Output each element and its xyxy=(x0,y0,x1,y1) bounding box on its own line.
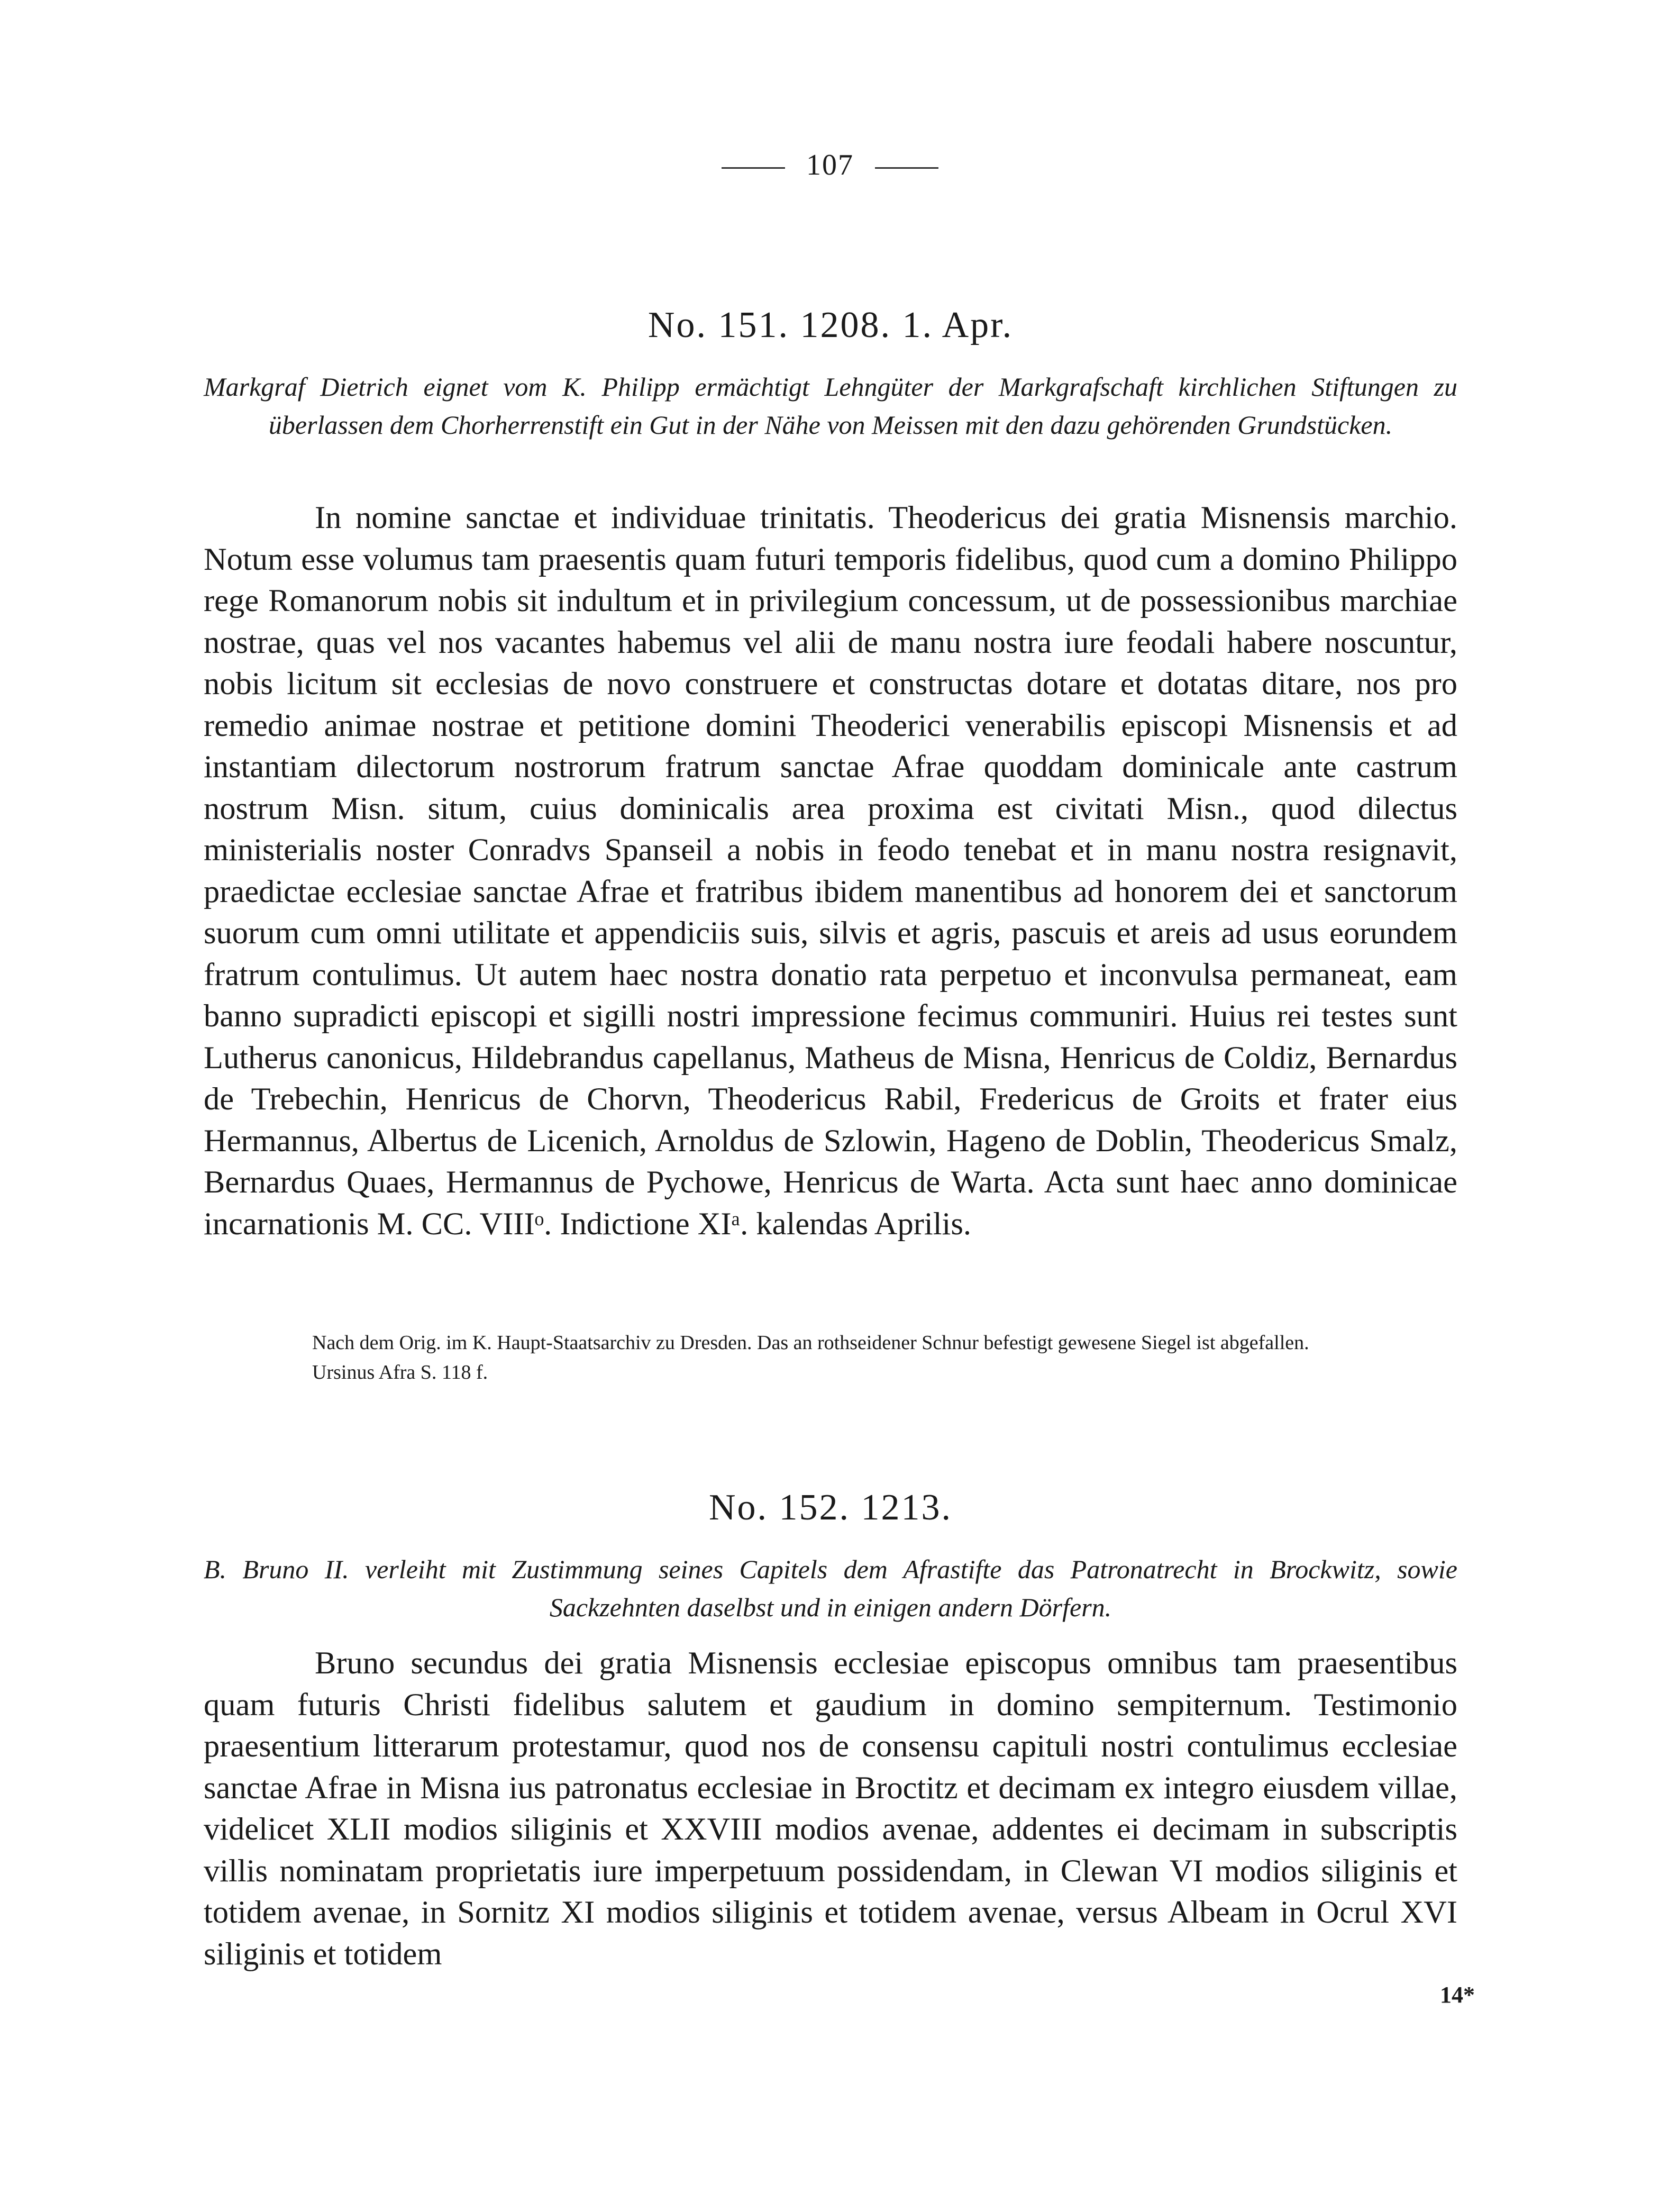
document-151-body xyxy=(204,497,1457,1245)
document-151-notes xyxy=(204,1328,1457,1387)
document-151-regest: Markgraf Dietrich eignet vom K. Philipp ermächtigt Lehngüter der Markgrafschaft kirchlichen Stiftungen zu überlassen dem Chorherrenstift ein Gut in der Nähe von Meissen mit den dazu gehörenden Grundstücken. xyxy=(204,372,1457,440)
document-151-body-text: In nomine sanctae et individuae trinitatis. Theodericus dei gratia Misnensis marchio. Notum esse volumus tam praesentis quam futuri temporis fidelibus, quod cum a domino Philippo rege Romanorum nobis sit indultum et in privilegium concessum, ut de possessionibus marchiae nostrae, quas vel nos vacantes habemus vel alii de manu nostra iure feodali habere noscuntur, nobis licitum sit ecclesias de novo construere et constructas dotare et dotatas ditare, nos pro remedio animae nostrae et petitione domini Theoderici venerabilis episcopi Misnensis et ad instantiam dilectorum nostrorum fratrum sanctae Afrae quoddam dominicale ante castrum nostrum Misn. situm, cuius dominicalis area proxima est civitati Misn., quod dilectus ministerialis noster Conradvs Spanseil a nobis in feodo tenebat et in manu nostra resignavit, praedictae ecclesiae sanctae Afrae et fratribus ibidem manentibus ad honorem dei et sanctorum suorum cum omni utilitate et appendiciis suis, silvis et agris, pascuis et areis ad usus eorundem fratrum contulimus. Ut autem haec nostra donatio rata perpetuo et inconvulsa permaneat, eam banno supradicti episcopi et sigilli nostri impressione fecimus communiri. Huius rei testes sunt Lutherus canonicus, Hildebrandus capellanus, Matheus de Misna, Henricus de Coldiz, Bernardus de Trebechin, Henricus de Chorvn, Theodericus Rabil, Fredericus de Groits et frater eius Hermannus, Albertus de Licenich, Arnoldus de Szlowin, Hageno de Doblin, Theodericus Smalz, Bernardus Quaes, Hermannus de Pychowe, Henricus de Warta. Acta sunt haec anno dominicae incarnationis M. CC. VIIIᵒ. Indictione XIᵃ. kalendas Aprilis. xyxy=(204,500,1457,1242)
document-151-heading: No. 151. 1208. 1. Apr. xyxy=(647,305,1014,345)
document-152-body xyxy=(204,1643,1457,1975)
document-152-body-text: Bruno secundus dei gratia Misnensis ecclesiae episcopus omnibus tam praesentibus quam futuris Christi fidelibus salutem et gaudium in domino sempiternum. Testimonio praesentium litterarum protestamur, quod nos de consensu capituli nostri contulimus ecclesiae sanctae Afrae in Misna ius patronatus ecclesiae in Broctitz et decimam ex integro eiusdem villae, videlicet XLII modios siliginis et XXVIII modios avenae, addentes ei decimam in subscriptis villis nominatam proprietatis iure imperpetuum possidendam, in Clewan VI modios siliginis et totidem avenae, in Sornitz XI modios siliginis et totidem avenae, versus Albeam in Ocrul XVI siliginis et totidem xyxy=(204,1645,1457,1972)
page-number: 107 xyxy=(806,149,854,181)
document-152-regest: B. Bruno II. verleiht mit Zustimmung seines Capitels dem Afrastifte das Patronatrecht in Brockwitz, sowie Sackzehnten daselbst und in einigen andern Dörfern. xyxy=(204,1554,1457,1622)
header-rule-right xyxy=(875,167,938,169)
signature-mark: 14* xyxy=(1440,1982,1475,2008)
document-151-source-note: Nach dem Orig. im K. Haupt-Staatsarchiv zu Dresden. Das an rothseidener Schnur befestigt gewesene Siegel ist abgefallen. xyxy=(312,1332,1309,1354)
page-header xyxy=(0,148,1660,182)
header-rule-left xyxy=(722,167,785,169)
document-152-heading: No. 152. 1213. xyxy=(708,1487,953,1528)
document-151-literature-note: Ursinus Afra S. 118 f. xyxy=(312,1361,488,1383)
